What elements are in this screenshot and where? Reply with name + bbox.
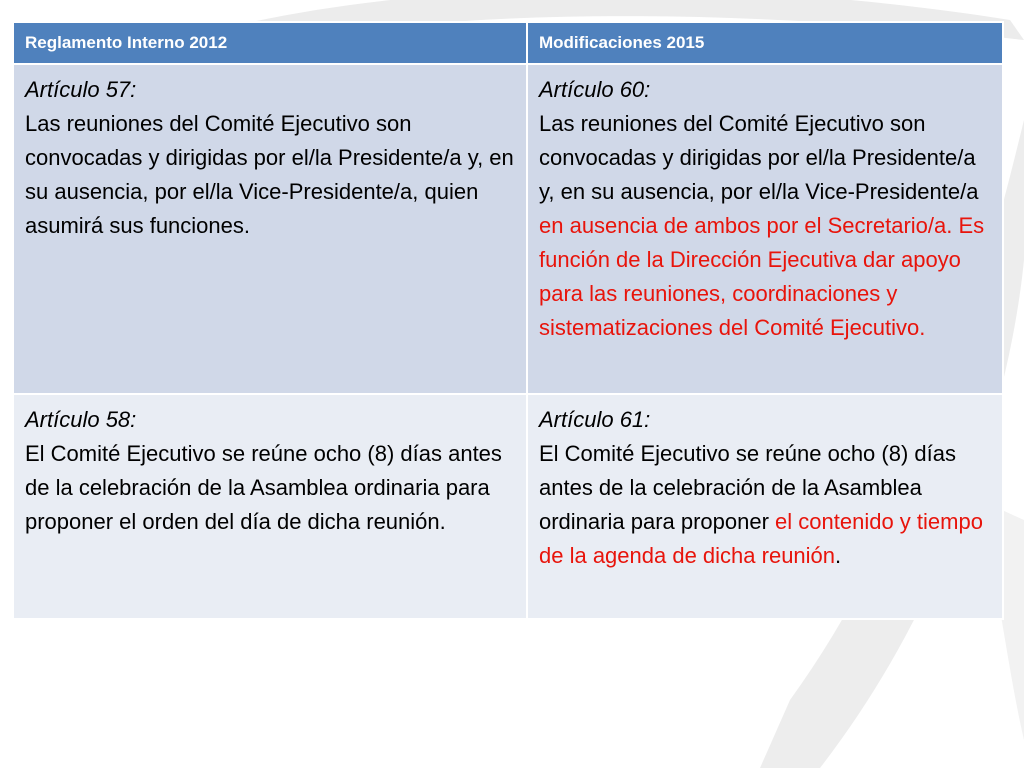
article-title: Artículo 57: <box>25 77 137 102</box>
cell-articulo-60 <box>527 64 1003 394</box>
article-title: Artículo 60: <box>539 77 651 102</box>
article-title: Artículo 61: <box>539 407 651 432</box>
table-header-row <box>13 22 1003 64</box>
table-row <box>13 64 1003 394</box>
article-text: Las reuniones del Comité Ejecutivo son convocadas y dirigidas por el/la Presidente/a y, en su ausencia, por el/la Vice-Presidente/a, quien asumirá sus funciones. <box>25 111 514 238</box>
table-row <box>13 394 1003 619</box>
article-text-unchanged: Las reuniones del Comité Ejecutivo son convocadas y dirigidas por el/la Presidente/a y, en su ausencia, por el/la Vice-Presidente/a <box>539 111 979 204</box>
comparison-table <box>12 21 1004 620</box>
article-text-tail: . <box>835 543 842 568</box>
article-text-modified: en ausencia de ambos por el Secretario/a. Es función de la Dirección Ejecutiva dar apoyo para las reuniones, coordinaciones y sistematizaciones del Comité Ejecutivo. <box>539 213 985 340</box>
article-text: El Comité Ejecutivo se reúne ocho (8) días antes de la celebración de la Asamblea ordinaria para proponer el orden del día de dicha reunión. <box>25 441 502 534</box>
cell-articulo-61 <box>527 394 1003 619</box>
header-reglamento-2012: Reglamento Interno 2012 <box>13 22 527 64</box>
cell-articulo-57 <box>13 64 527 394</box>
article-text-modified: el contenido y tiempo de la agenda de dicha reunión <box>539 509 983 568</box>
cell-articulo-58 <box>13 394 527 619</box>
article-title: Artículo 58: <box>25 407 137 432</box>
header-modificaciones-2015: Modificaciones 2015 <box>527 22 1003 64</box>
article-text-unchanged: El Comité Ejecutivo se reúne ocho (8) días antes de la celebración de la Asamblea ordinaria para proponer <box>539 441 956 534</box>
